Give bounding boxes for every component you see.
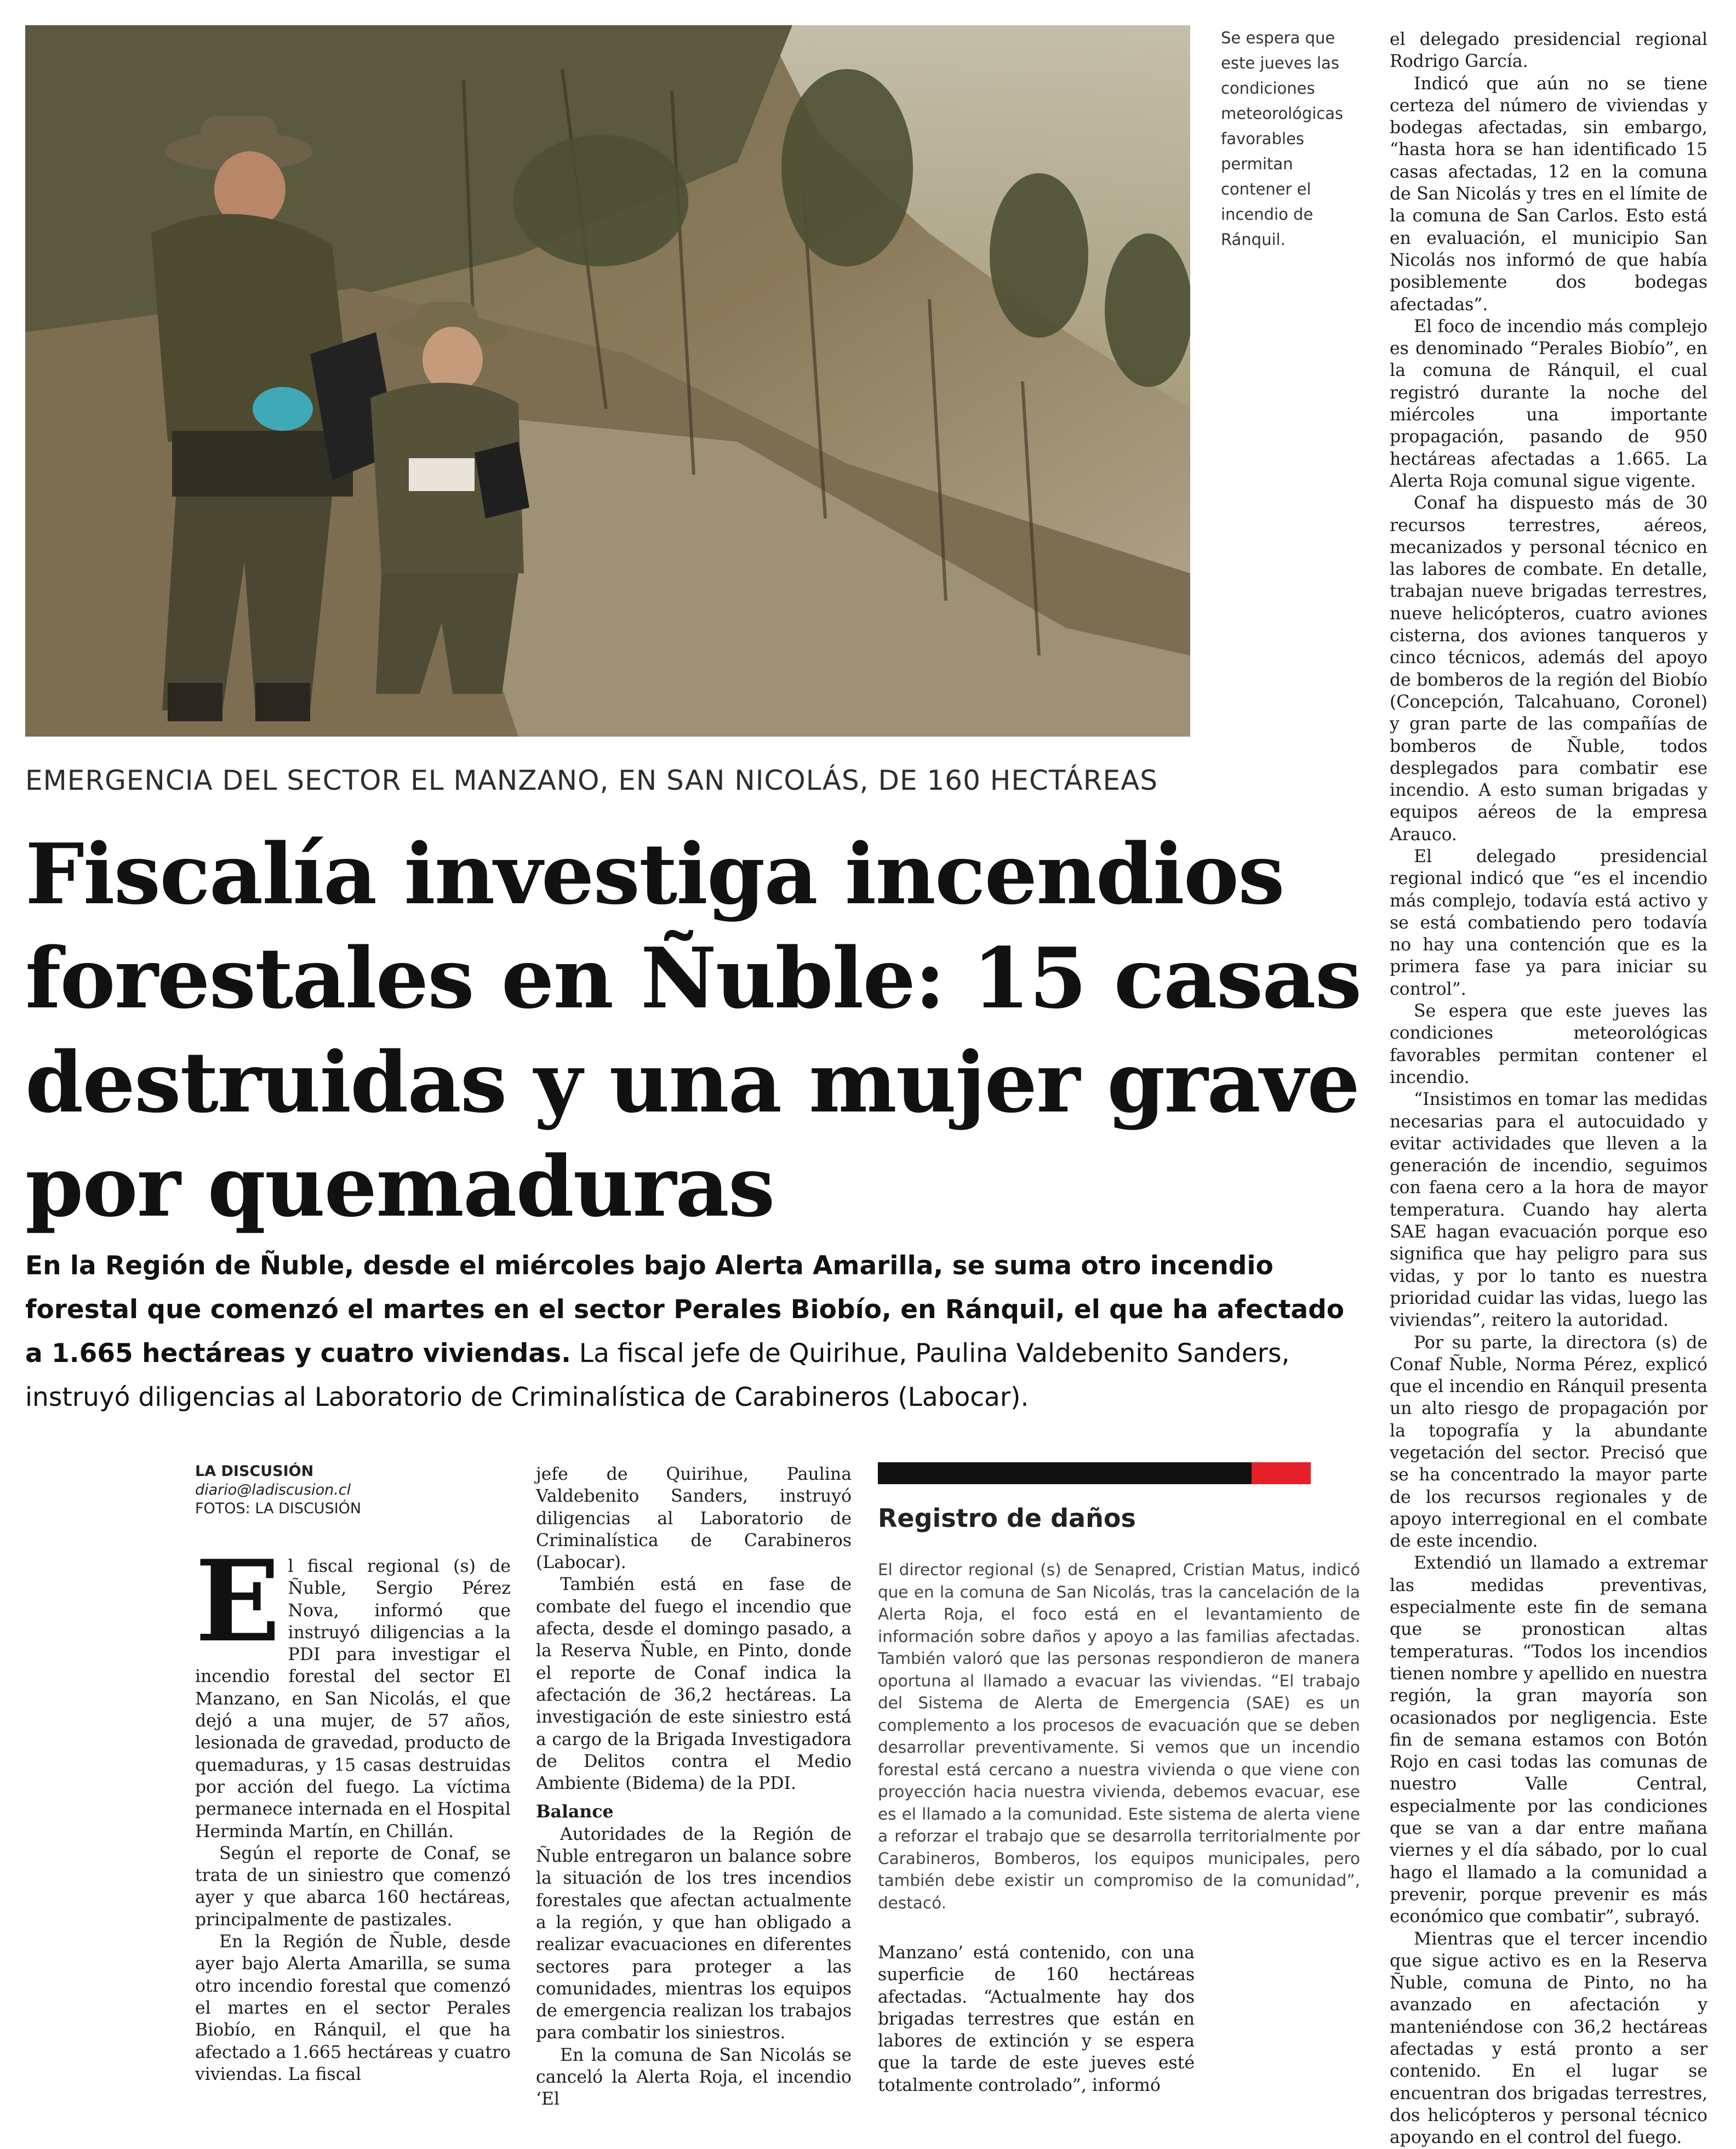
body-paragraph: El delegado presidencial regional indicó que “es el incendio más complejo, todavía está activo y se está combatiendo pero todavía no hay una contención que es la primera fase ya para iniciar su control”. (1390, 846, 1708, 999)
box-title: Registro de daños (878, 1503, 1136, 1533)
body-paragraph: Por su parte, la directora (s) de Conaf Ñuble, Norma Pérez, explicó que el incendio en Ránquil presenta un alto riesgo de propagación por la topografía y la abundante vegetación del sector. Precisó que se ha concentrado la mayor parte de los recursos regionales y de apoyo interregional en el combate de este incendio. (1390, 1332, 1708, 1552)
body-paragraph: Extendió un llamado a extremar las medidas preventivas, especialmente este fin de semana que se pronostican altas temperaturas. “Todos los incendios tienen nombre y apellido en nuestra región, la gran mayoría son ocasionados por negligencia. Este fin de semana estamos con Botón Rojo en casi todas las comunas de nuestro Valle Central, especialmente por las condiciones que se van a dar entre mañana viernes y el día sábado, por lo cual hago el llamado a la comunidad a prevenir, porque prevenir es más económico que combatir”, subrayó. (1390, 1553, 1708, 1927)
body-column-4 (1390, 28, 1708, 2149)
article-headline: Fiscalía investiga incendios forestales en Ñuble: 15 casas destruidas y una mujer grave por quemaduras (25, 825, 1361, 1235)
body-paragraph: Según el reporte de Conaf, se trata de un siniestro que comenzó ayer y que abarca 160 hectáreas, principalmente de pastizales. (195, 1843, 511, 1930)
body-paragraph: Autoridades de la Región de Ñuble entregaron un balance sobre la situación de los tres incendios forestales que afectan actualmente a la región, y que han obligado a realizar evacuaciones en diferentes sectores para proteger a las comunidades, mientras los equipos de emergencia realizan los trabajos para combatir los siniestros. (536, 1824, 852, 2043)
drop-cap: E (195, 1536, 281, 1667)
byline-email[interactable]: diario@ladiscusion.cl (195, 1481, 351, 1498)
body-column-2 (536, 1463, 852, 2111)
body-paragraph: Conaf ha dispuesto más de 30 recursos terrestres, aéreos, mecanizados y personal técnico en las labores de combate. En detalle, trabajan nueve brigadas terrestres, nueve helicópteros, cuatro aviones cisterna, dos aviones tanqueros y cinco técnicos, además del apoyo de bomberos de la región del Biobío (Concepción, Talcahuano, Coronel) y gran parte de las compañías de bomberos de Ñuble, todos desplegados para combatir ese incendio. A esto suman brigadas y equipos aéreos de la empresa Arauco. (1390, 493, 1708, 845)
body-paragraph: Indicó que aún no se tiene certeza del número de viviendas y bodegas afectadas, sin embargo, “hasta hora se han identificado 15 casas afectadas, 12 en la comuna de San Nicolás y tres en el límite de la comuna de San Carlos. Esto está en evaluación, el municipio San Nicolás nos informó de que había posiblemente dos bodegas afectadas”. (1390, 73, 1708, 315)
byline (195, 1462, 502, 1518)
news-photo (25, 25, 1190, 737)
article-kicker: EMERGENCIA DEL SECTOR EL MANZANO, EN SAN NICOLÁS, DE 160 HECTÁREAS (25, 765, 1158, 796)
body-paragraph: En la comuna de San Nicolás se canceló la Alerta Roja, el incendio ‘El (536, 2045, 852, 2110)
body-paragraph: También está en fase de combate del fuego el incendio que afecta, desde el domingo pasado, a la Reserva Ñuble, en Pinto, donde el reporte de Conaf indica la afectación de 36,2 hectáreas. La investigación de este siniestro está a cargo de la Brigada Investigadora de Delitos contra el Medio Ambiente (Bidema) de la PDI. (536, 1575, 852, 1794)
box-accent-red (1252, 1462, 1311, 1484)
box-header-bar (878, 1462, 1311, 1484)
body-paragraph: l fiscal regional (s) de Ñuble, Sergio Pérez Nova, informó que instruyó diligencias a la PDI para investigar el incendio forestal del sector El Manzano, en San Nicolás, el que dejó a una mujer, de 57 años, lesionada de gravedad, producto de quemaduras, y 15 casas destruidas por acción del fuego. La víctima permanece internada en el Hospital Herminda Martín, en Chillán. (195, 1557, 511, 1842)
body-column-3 (878, 1942, 1195, 2096)
photo-caption: Se espera que este jueves las condiciones meteorológicas favorables permitan contener el incendio de Ránquil. (1221, 28, 1344, 249)
body-paragraph: “Insistimos en tomar las medidas necesarias para el autocuidado y evitar actividades que lleven a la generación de incendio, seguimos con faena cero a la hora de mayor temperatura. Cuando hay alerta SAE hagan evacuación porque eso significa que hay peligro para sus vidas, y por lo tanto es nuestra prioridad cuidar las vidas, luego las viviendas”, reitero la autoridad. (1390, 1090, 1708, 1331)
body-paragraph: En la Región de Ñuble, desde ayer bajo Alerta Amarilla, se suma otro incendio forestal que comenzó el martes en el sector Perales Biobío, en Ránquil, el que ha afectado a 1.665 hectáreas y cuatro viviendas. La fiscal (195, 1932, 511, 2084)
byline-org: LA DISCUSIÓN (195, 1463, 314, 1480)
byline-photos: FOTOS: LA DISCUSIÓN (195, 1500, 362, 1517)
body-paragraph: El foco de incendio más complejo es denominado “Perales Biobío”, en la comuna de Ránquil, el cual registró durante la noche del miércoles una importante propagación, pasando de 950 hectáreas afectadas a 1.665. La Alerta Roja comunal sigue vigente. (1390, 316, 1708, 491)
body-paragraph: jefe de Quirihue, Paulina Valdebenito Sanders, instruyó diligencias al Laboratorio de Criminalística de Carabineros (Labocar). (536, 1464, 852, 1573)
lead-bold-text: En la Región de Ñuble, desde el miércoles bajo Alerta Amarilla, se suma otro incendio forestal que comenzó el martes en el sector Perales Biobío, en Ránquil, el que ha afectado a 1.665 hectáreas y cuatro viviendas. (25, 1251, 1345, 1369)
lead-regular-text: La fiscal jefe de Quirihue, Paulina Valdebenito Sanders, instruyó diligencias al Laboratorio de Criminalística de Carabineros (Labocar). (25, 1338, 1290, 1412)
body-paragraph: Se espera que este jueves las condiciones meteorológicas favorables permitan contener el incendio. (1390, 1001, 1708, 1087)
article-lead (25, 1244, 1368, 1420)
body-paragraph: Mientras que el tercer incendio que sigue activo es en la Reserva Ñuble, comuna de Pinto, no ha avanzado en afectación y manteniéndose con 36,2 hectáreas afectadas y está pronto a ser contenido. En el lugar se encuentran dos brigadas terrestres, dos helicópteros y personal técnico apoyando en el control del fuego. (1390, 1929, 1708, 2148)
forest-fire-investigators-photo (25, 25, 1190, 737)
subhead-balance: Balance (536, 1802, 614, 1822)
body-paragraph: Manzano’ está contenido, con una superficie de 160 hectáreas afectadas. “Actualmente hay dos brigadas terrestres que están en labores de extinción y se espera que la tarde de este jueves esté totalmente controlado”, informó (878, 1943, 1195, 2095)
body-column-1 (195, 1536, 511, 2085)
body-paragraph: el delegado presidencial regional Rodrigo García. (1390, 30, 1708, 72)
box-body: El director regional (s) de Senapred, Cristian Matus, indicó que en la comuna de San Nicolás, tras la cancelación de la Alerta Roja, el foco está en el levantamiento de información sobre daños y apoyo a las familias afectadas. También valoró que las personas respondieron de manera oportuna al llamado a evacuar las viviendas. “El trabajo del Sistema de Alerta de Emergencia (SAE) es un complemento a los procesos de evacuación que se deben desarrollar preventivamente. Si vemos que un incendio forestal está cercano a nuestra vivienda o que viene con proyección hacia nuestra vivienda, debemos evacuar, ese es el llamado a la comunidad. Este sistema de alerta viene a reforzar el trabajo que se desarrolla territorialmente por Carabineros, Bomberos, los equipos municipales, pero también debe existir un compromiso de la comunidad”, destacó. (878, 1560, 1360, 1912)
